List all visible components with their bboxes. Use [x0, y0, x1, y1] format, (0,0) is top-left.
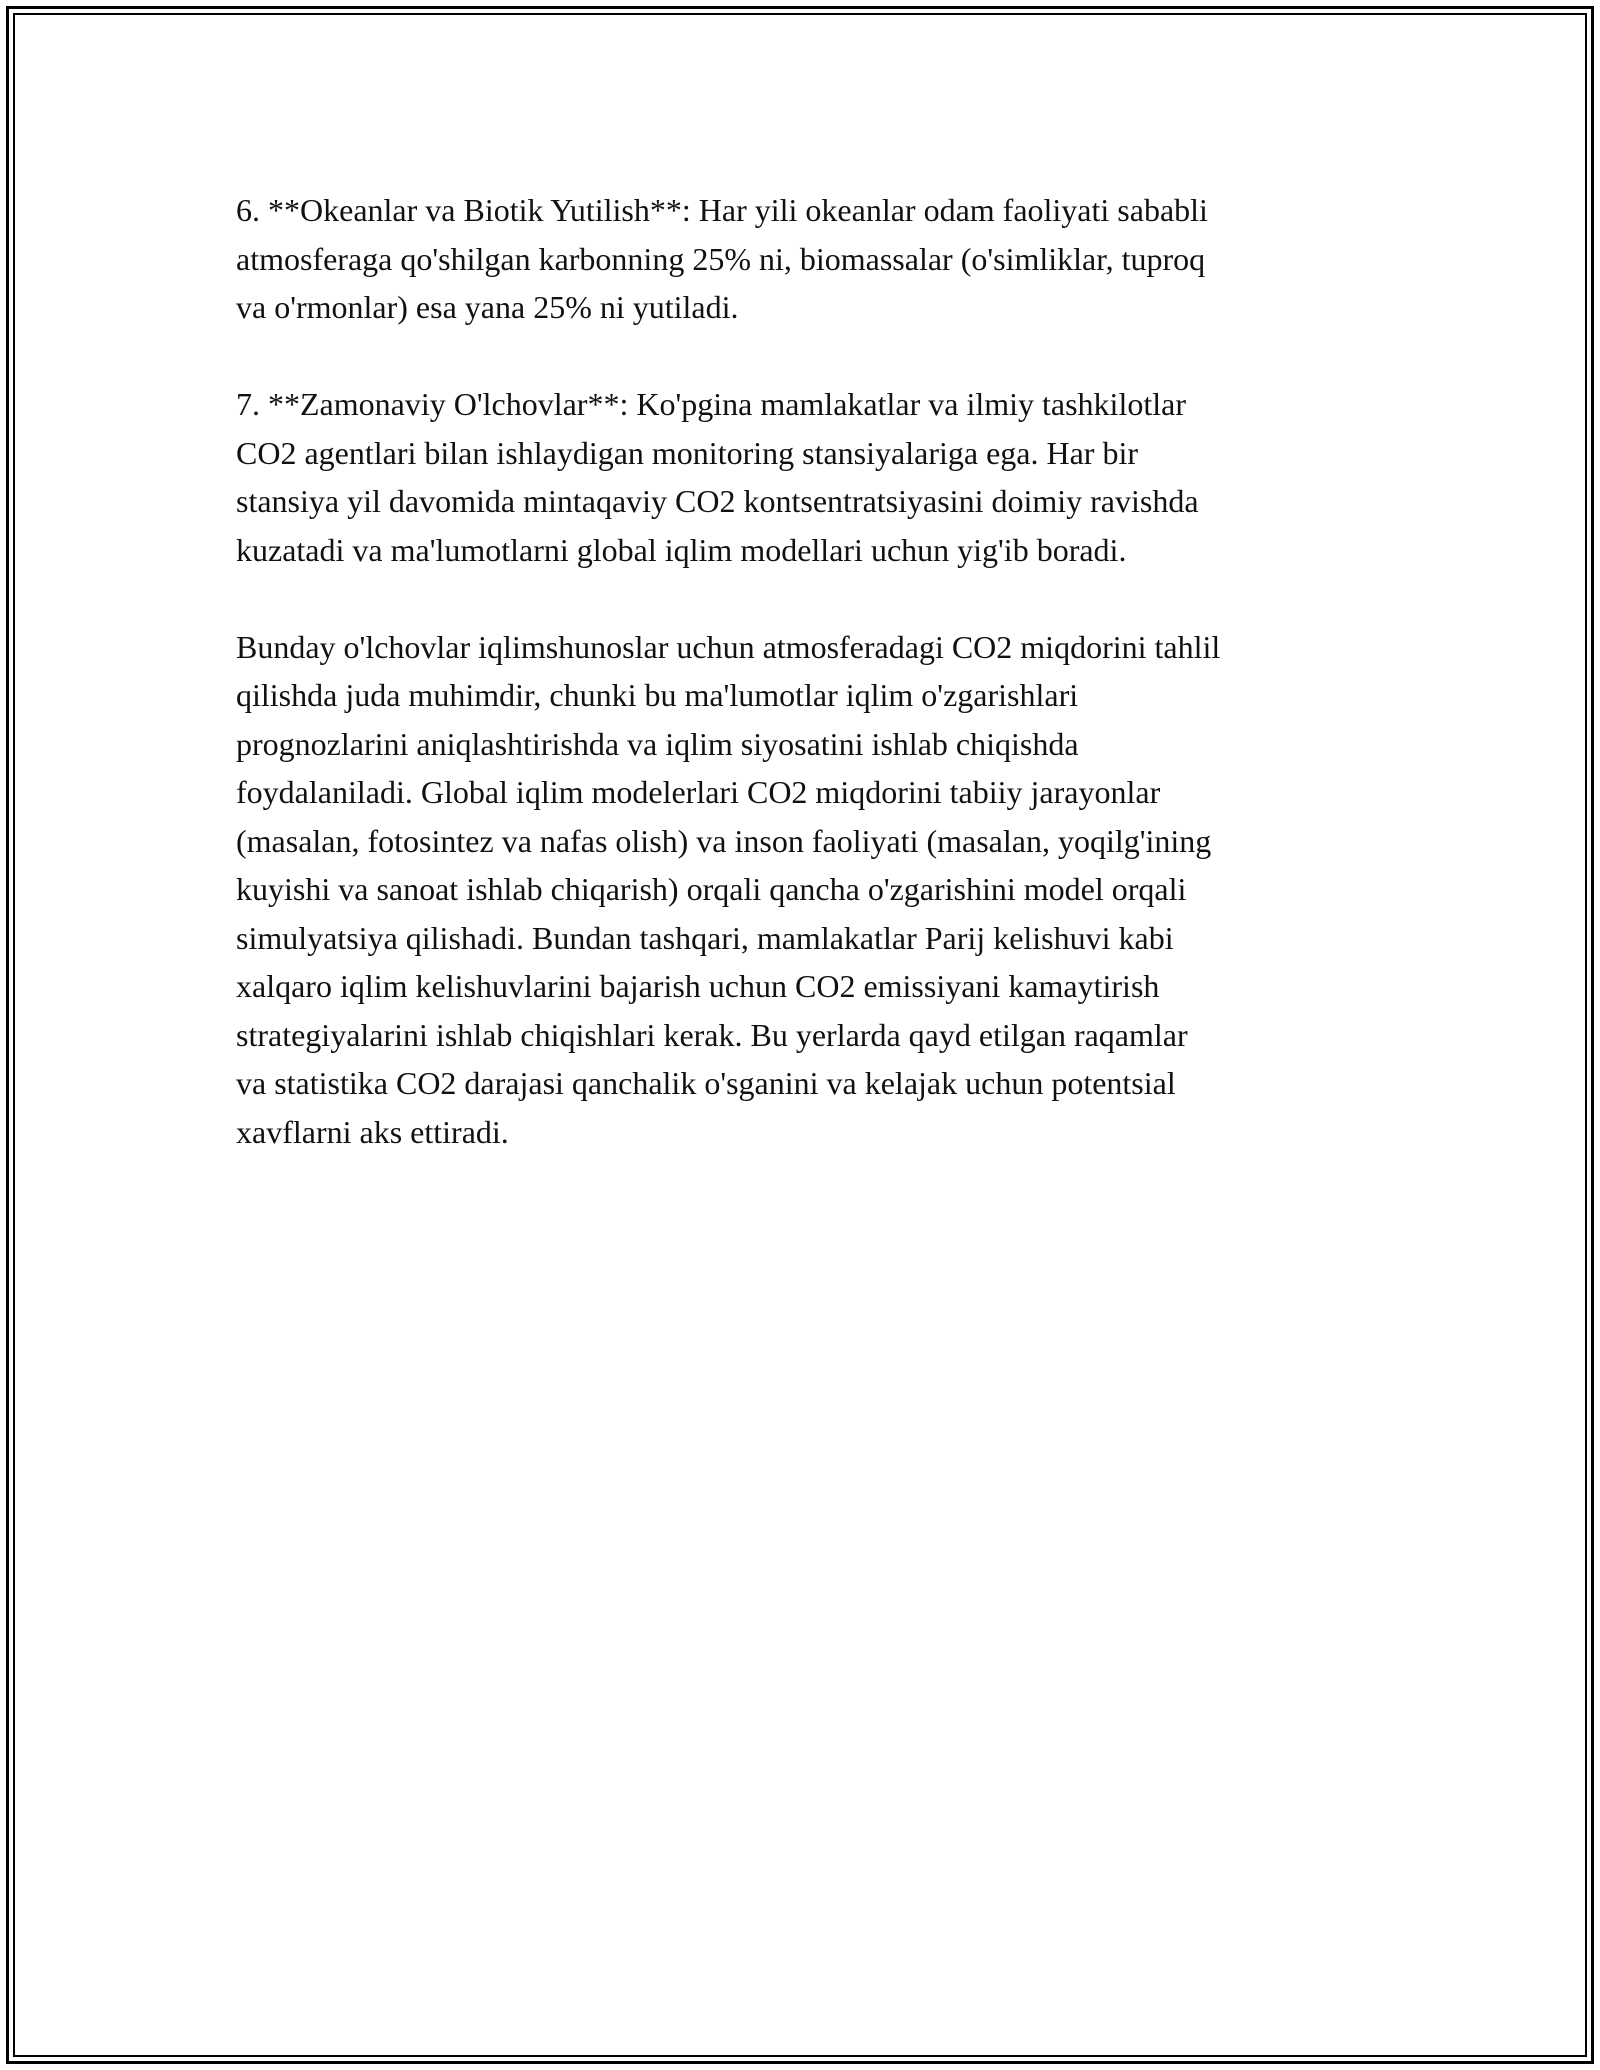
paragraph-measurements-importance: Bunday o'lchovlar iqlimshunoslar uchun atmosferadagi CO2 miqdorini tahlil qilishda juda muhimdir, chunki bu ma'lumotlar iqlim o'zgarishlari prognozlarini aniqlashtirishda va iqlim siyosatini ishlab chiqishda foydalaniladi. Global iqlim modelerlari CO2 miqdorini tabiiy jarayonlar (masalan, fotosintez va nafas olish) va inson faoliyati (masalan, yoqilg'ining kuyishi va sanoat ishlab chiqarish) orqali qancha o'zgarishini model orqali simulyatsiya qilishadi. Bundan tashqari, mamlakatlar Parij kelishuvi kabi xalqaro iqlim kelishuvlarini bajarish uchun CO2 emissiyani kamaytirish strategiyalarini ishlab chiqishlari kerak. Bu yerlarda qayd etilgan raqamlar va statistika CO2 darajasi qanchalik o'sganini va kelajak uchun potentsial xavflarni aks ettiradi. — [236, 628, 1221, 1150]
paragraph-oceans-biotic-absorption: 6. **Okeanlar va Biotik Yutilish**: Har yili okeanlar odam faoliyati sababli atmosferaga qo'shilgan karbonning 25% ni, biomassalar (o'simliklar, tuproq va o'rmonlar) esa yana 25% ni yutiladi. — [236, 192, 1208, 325]
paragraph-modern-measurements: 7. **Zamonaviy O'lchovlar**: Ko'pgina mamlakatlar va ilmiy tashkilotlar CO2 agentlari bilan ishlaydigan monitoring stansiyalariga ega. Har bir stansiya yil davomida mintaqaviy CO2 kontsentratsiyasini doimiy ravishda kuzatadi va ma'lumotlarni global iqlim modellari uchun yig'ib boradi. — [236, 386, 1199, 568]
document-body — [236, 186, 1372, 1205]
